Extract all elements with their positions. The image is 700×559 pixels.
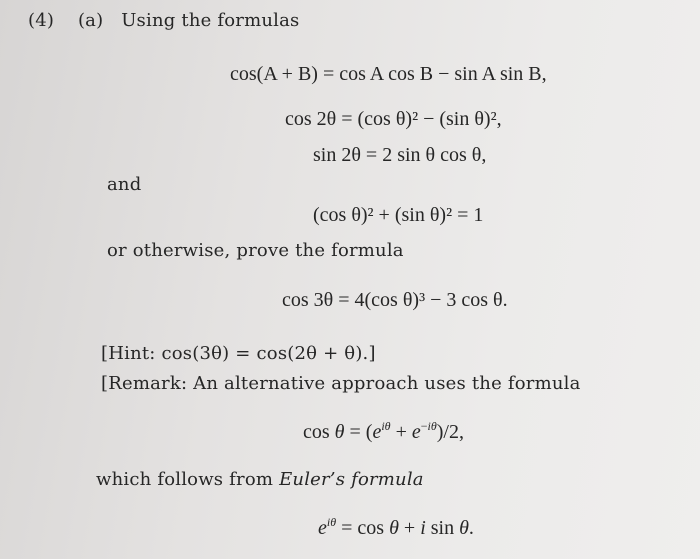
formula-cos-sum: cos(A + B) = cos A cos B − sin A sin B, [230, 63, 547, 85]
euler-formula-render: $e^{i\theta} = \cos \theta + i$ sin θ. [318, 515, 474, 539]
euler-prefix: which follows from [96, 469, 280, 490]
problem-heading [28, 12, 299, 30]
otherwise-text: or otherwise, prove the formula [107, 240, 404, 261]
problem-intro: Using the formulas [121, 10, 300, 31]
remark-text: [Remark: An alternative approach uses the formula [101, 373, 581, 394]
alt-formula-render: $\cos \theta = (e^{i\theta} + e^{-i\theta})/2$, [303, 419, 464, 443]
hint-text: [Hint: cos(3θ) = cos(2θ + θ).] [101, 343, 376, 364]
formula-alt-cos [303, 419, 464, 443]
euler-name: Euler’s formula [279, 469, 424, 490]
formula-euler [318, 515, 474, 539]
euler-sentence [96, 471, 424, 489]
formula-cos-double: cos 2θ = (cos θ)² − (sin θ)², [285, 108, 502, 130]
formula-sin-double: sin 2θ = 2 sin θ cos θ, [313, 144, 487, 166]
formula-pythagorean: (cos θ)² + (sin θ)² = 1 [313, 204, 484, 226]
problem-part: (a) [77, 10, 104, 31]
problem-number: (4) [28, 10, 55, 31]
and-word: and [107, 174, 142, 195]
formula-cos-triple: cos 3θ = 4(cos θ)³ − 3 cos θ. [282, 289, 508, 311]
